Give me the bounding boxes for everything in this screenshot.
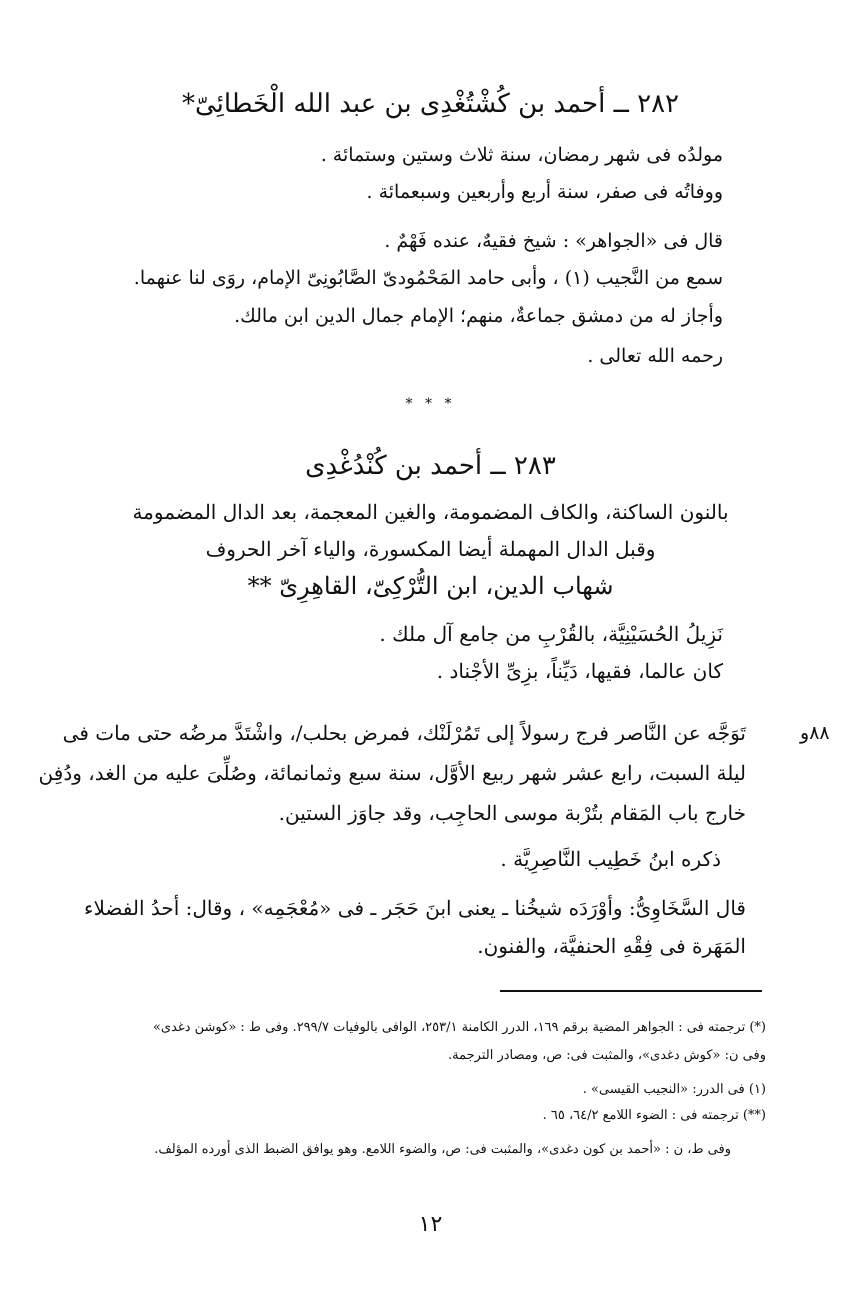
footnote-3: (١) فى الدرر: «النجيب القيسى» . — [582, 1082, 766, 1097]
footnote-4: (**) ترجمته فى : الضوء اللامع ٦٤/٢، ٦٥ . — [542, 1108, 766, 1123]
entry-283-paragraph-line-2: ليلة السبت، رابع عشر شهر ربيع الأوَّل، سنة سبع وثمانمائة، وصُلِّىَ عليه من الغد، ودُفِن — [38, 761, 746, 785]
entry-283-line-2: كان عالما، فقيها، دَيِّناً، بزِىِّ الأجْناد . — [436, 659, 723, 683]
footnote-1: (*) ترجمته فى : الجواهر المضية برقم ١٦٩، الدرر الكامنة ٢٥٣/١، الوافى بالوفيات ٢٩٩/٧. وفى ط : «كوشن دغدى» — [152, 1020, 766, 1035]
entry-283-paragraph-line-3: خارج باب المَقام بتُرْبة موسى الحاجِب، وقد جاوَز الستين. — [278, 801, 746, 825]
footnote-divider — [500, 990, 762, 992]
entry-282-line-5: وأجاز له من دمشق جماعةٌ، منهم؛ الإمام جمال الدين ابن مالك. — [234, 305, 723, 327]
entry-283-mention: ذكره ابنُ خَطِيب النَّاصِرِيَّة . — [500, 847, 721, 871]
entry-282-line-6: رحمه الله تعالى . — [587, 345, 723, 367]
section-separator: * * * — [405, 396, 456, 412]
entry-283-sakhawi-line-1: قال السَّخَاوِىُّ: وأوْرَدَه شيخُنا ـ يعنى ابنَ حَجَر ـ فى «مُعْجَمِه» ، وقال: أحدُ الفضلاء — [84, 896, 746, 920]
footnote-5: وفى ط، ن : «أحمد بن كون دغدى»، والمثبت فى: ص، والضوء اللامع. وهو يوافق الضبط الذى أورده المؤلف. — [154, 1142, 731, 1157]
entry-282-line-3: قال فى «الجواهر» : شيخ فقيهٌ، عنده فَهْمٌ . — [384, 230, 723, 252]
entry-283-sub-2: وقبل الدال المهملة أيضا المكسورة، والياء آخر الحروف — [205, 537, 656, 561]
entry-283-title: ٢٨٣ ــ أحمد بن كُنْدُغْدِى — [305, 451, 556, 481]
entry-282-title: ٢٨٢ ــ أحمد بن كُشْتُغْدِى بن عبد الله الْخَطائِىّ* — [181, 89, 680, 119]
entry-283-line-1: نَزِيلُ الحُسَيْنِيَّة، بالقُرْبِ من جامع آل ملك . — [379, 622, 723, 646]
margin-folio-note: ٨٨و — [800, 722, 830, 744]
entry-282-line-2: ووفاتُه فى صفر، سنة أربع وأربعين وسبعمائة . — [366, 181, 723, 203]
entry-282-line-4: سمع من النَّجيب (١) ، وأبى حامد المَحْمُودىّ الصَّابُونِىّ الإمام، روَى لنا عنهما. — [133, 267, 723, 289]
entry-283-sub-3: شهاب الدين، ابن التُّرْكِىّ، القاهِرِىّ ** — [247, 572, 614, 600]
page-number: ١٢ — [418, 1212, 443, 1237]
entry-283-sub-1: بالنون الساكنة، والكاف المضمومة، والغين المعجمة، بعد الدال المضمومة — [132, 500, 729, 524]
entry-283-sakhawi-line-2: المَهَرة فى فِقْهِ الحنفيَّة، والفنون. — [477, 934, 746, 958]
footnote-2: وفى ن: «كوش دغدى»، والمثبت فى: ص، ومصادر الترجمة. — [448, 1048, 766, 1063]
entry-282-line-1: مولدُه فى شهر رمضان، سنة ثلاث وستين وستمائة . — [320, 144, 723, 166]
entry-283-paragraph-line-1: تَوَجَّه عن النَّاصر فرج رسولاً إلى تَمُرْلَنْك، فمرض بحلب/، واشْتَدَّ مرضُه حتى مات فى — [62, 721, 746, 745]
